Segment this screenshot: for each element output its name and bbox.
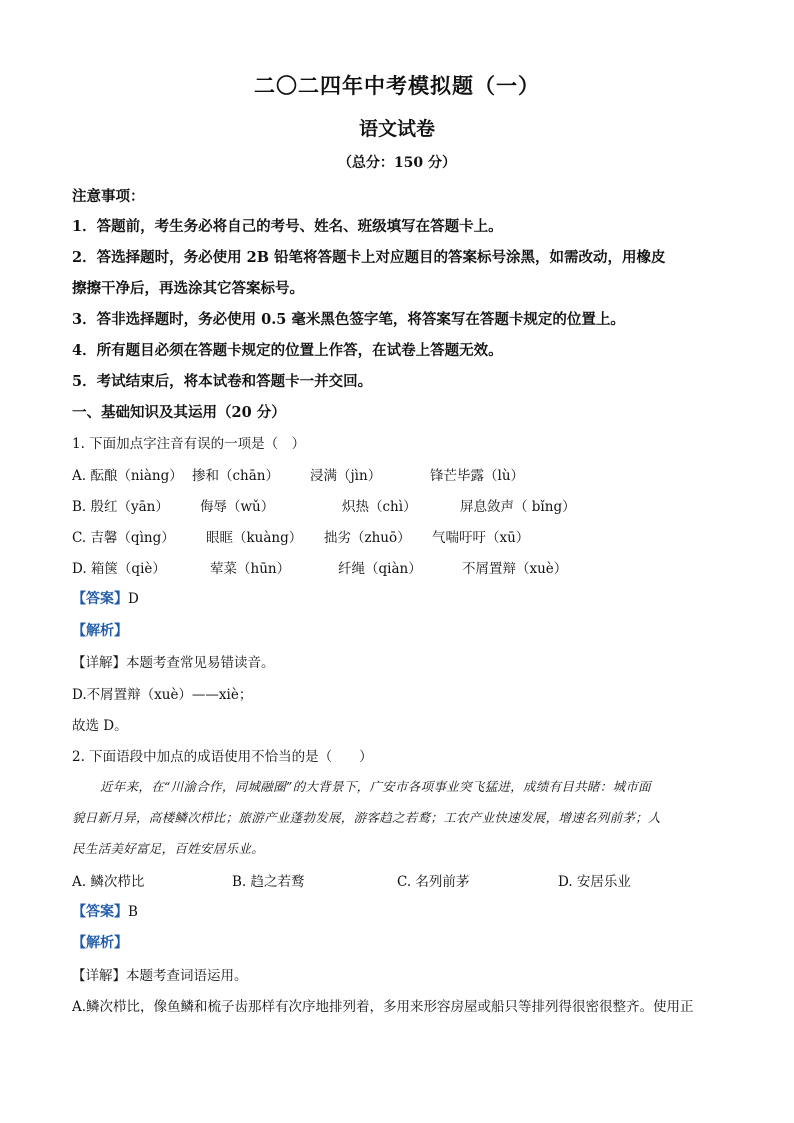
q2-option-b: B. 趋之若鹜 xyxy=(232,874,305,890)
section-heading: 一、基础知识及其运用（20 分） xyxy=(72,404,286,421)
notice-item-5: 5．考试结束后，将本试卷和答题卡一并交回。 xyxy=(72,373,373,390)
notice-item-2-cont: 擦擦干净后，再选涂其它答案标号。 xyxy=(72,280,304,297)
q1-option-b-3: 炽热（chì） xyxy=(342,499,417,515)
q2-analysis-label: 【解析】 xyxy=(72,935,128,951)
q1-answer-value: D xyxy=(128,591,139,607)
q1-answer xyxy=(72,588,139,608)
question-2-stem: 2. 下面语段中加点的成语使用不恰当的是（ ） xyxy=(72,749,373,765)
q2-option-a: A. 鳞次栉比 xyxy=(72,874,145,890)
notice-heading: 注意事项： xyxy=(72,188,145,205)
q1-option-a-3: 浸满（jìn） xyxy=(310,468,382,484)
q2-passage-line-2: 貌日新月异，高楼鳞次栉比；旅游产业蓬勃发展，游客趋之若鹜；工农产业快速发展，增速名列前茅；人 xyxy=(72,810,661,825)
q1-option-d-2: 荤菜（hūn） xyxy=(210,561,291,577)
q2-explanation: A.鳞次栉比，像鱼鳞和梳子齿那样有次序地排列着，多用来形容房屋或船只等排列得很密很整齐。使用正 xyxy=(72,999,694,1015)
q1-option-c-3: 拙劣（zhuō） xyxy=(324,530,411,546)
q1-option-c-4: 气喘吁吁（xū） xyxy=(432,530,530,546)
q1-option-b-4: 屏息敛声（ bǐng） xyxy=(460,499,576,515)
q2-passage-line-1: 近年来，在“川渝合作，同城融圈”的大背景下，广安市各项事业突飞猛进，成绩有目共睹：城市面 xyxy=(100,779,651,794)
q1-option-a-1: A. 酝酿（niàng） xyxy=(72,468,183,484)
q1-analysis-label: 【解析】 xyxy=(72,623,128,639)
total-score: （总分：150 分） xyxy=(337,155,457,171)
question-1-stem: 1. 下面加点字注音有误的一项是（ ） xyxy=(72,436,306,452)
notice-item-2: 2．答选择题时，务必使用 2B 铅笔将答题卡上对应题目的答案标号涂黑，如需改动，用橡皮 xyxy=(72,249,666,266)
q2-passage-line-3: 民生活美好富足，百姓安居乐业。 xyxy=(72,841,265,856)
notice-item-4: 4．所有题目必须在答题卡规定的位置上作答，在试卷上答题无效。 xyxy=(72,342,503,359)
notice-item-1: 1．答题前，考生务必将自己的考号、姓名、班级填写在答题卡上。 xyxy=(72,218,503,235)
q2-option-c: C. 名列前茅 xyxy=(397,874,470,890)
q1-option-b-2: 侮辱（wǔ） xyxy=(200,499,275,515)
q2-detail: 【详解】本题考查词语运用。 xyxy=(72,968,248,984)
q1-option-d-4: 不屑置辩（xuè） xyxy=(462,561,568,577)
q1-choice: 故选 D。 xyxy=(72,718,128,734)
exam-title: 二〇二四年中考模拟题（一） xyxy=(254,73,540,98)
q1-explanation: D.不屑置辩（xuè）——xiè； xyxy=(72,687,253,703)
q1-answer-label: 【答案】 xyxy=(72,591,128,607)
notice-item-3: 3．答非选择题时，务必使用 0.5 毫米黑色签字笔，将答案写在答题卡规定的位置上。 xyxy=(72,311,625,328)
exam-subject: 语文试卷 xyxy=(358,118,435,140)
q1-detail: 【详解】本题考查常见易错读音。 xyxy=(72,655,275,671)
q2-answer xyxy=(72,901,138,921)
q1-option-d-3: 纤绳（qiàn） xyxy=(338,561,422,577)
q1-option-b-1: B. 殷红（yān） xyxy=(72,499,169,515)
q2-answer-label: 【答案】 xyxy=(72,904,128,920)
q1-option-d-1: D. 箱箧（qiè） xyxy=(72,561,166,577)
q1-option-a-4: 锋芒毕露（lù） xyxy=(430,468,525,484)
q2-answer-value: B xyxy=(128,904,138,920)
q1-option-c-1: C. 吉馨（qìng） xyxy=(72,530,175,546)
q1-option-c-2: 眼眶（kuàng） xyxy=(206,530,303,546)
q2-option-d: D. 安居乐业 xyxy=(558,874,631,890)
q1-option-a-2: 掺和（chān） xyxy=(192,468,279,484)
